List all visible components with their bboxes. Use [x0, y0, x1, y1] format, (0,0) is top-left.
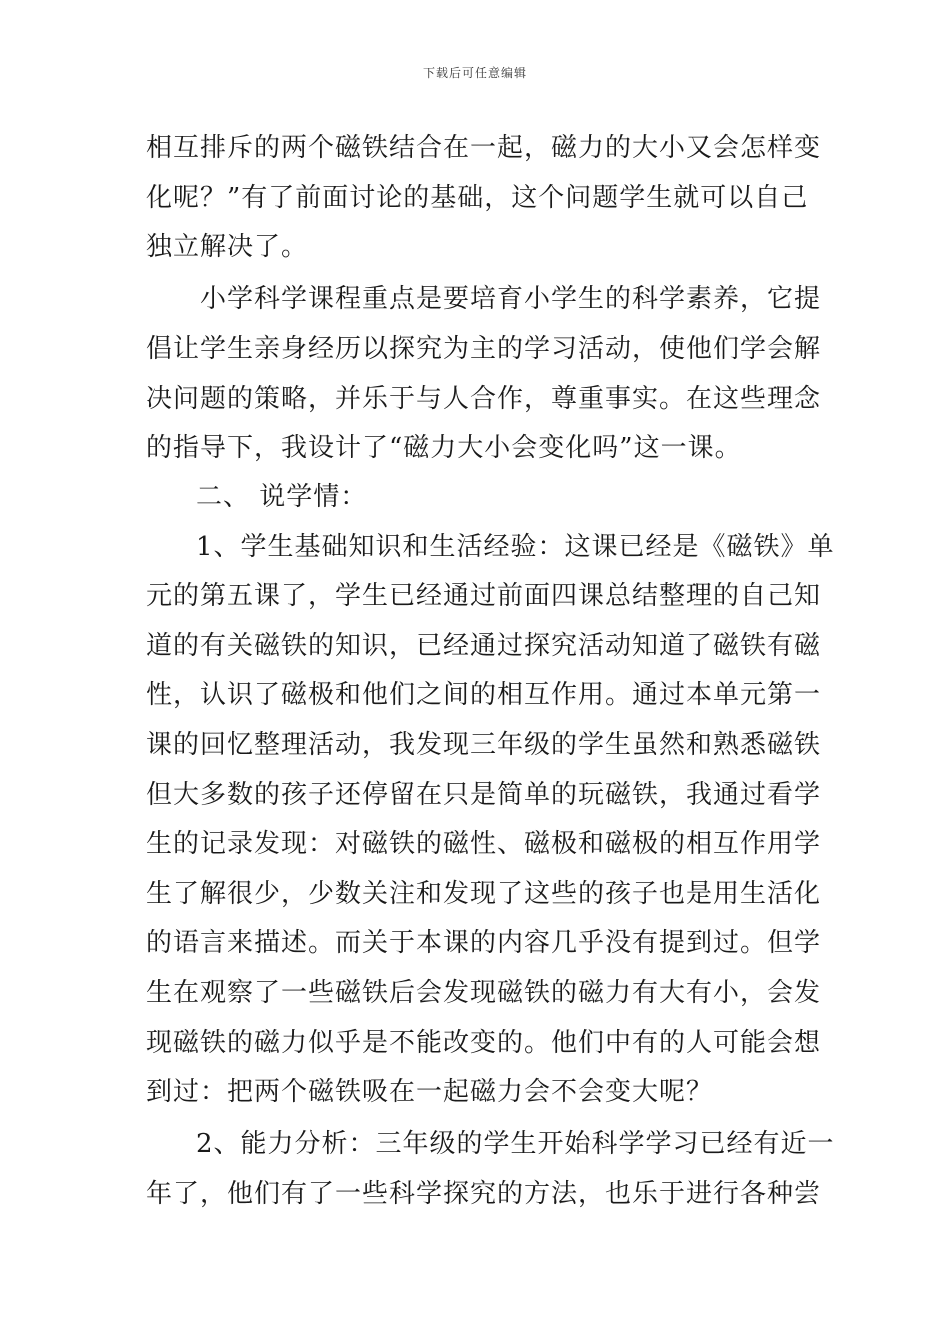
page-header: 下载后可任意编辑 [422, 66, 527, 80]
text-line: 化呢？”有了前面讨论的基础，这个问题学生就可以自己 [146, 183, 809, 213]
text-line: 年了，他们有了一些科学探究的方法，也乐于进行各种尝 [146, 1179, 822, 1209]
paragraph-start-line: 1、学生基础知识和生活经验：这课已经是《磁铁》单 [196, 532, 835, 562]
text-line: 性，认识了磁极和他们之间的相互作用。通过本单元第一 [146, 680, 822, 710]
text-line: 生在观察了一些磁铁后会发现磁铁的磁力有大有小，会发 [146, 978, 822, 1008]
text-line: 到过：把两个磁铁吸在一起磁力会不会变大呢？ [146, 1077, 714, 1107]
text-line: 倡让学生亲身经历以探究为主的学习活动，使他们学会解 [146, 334, 822, 364]
text-line: 生的记录发现：对磁铁的磁性、磁极和磁极的相互作用学 [146, 829, 822, 859]
text-line: 决问题的策略，并乐于与人合作，尊重事实。在这些理念 [146, 384, 822, 414]
text-line: 道的有关磁铁的知识，已经通过探究活动知道了磁铁有磁 [146, 631, 822, 661]
text-line: 生了解很少，少数关注和发现了这些的孩子也是用生活化 [146, 879, 822, 909]
paragraph-start-line: 2、能力分析：三年级的学生开始科学学习已经有近一 [196, 1129, 835, 1159]
text-line: 相互排斥的两个磁铁结合在一起，磁力的大小又会怎样变 [146, 133, 822, 163]
section-heading: 二、 说学情： [196, 482, 368, 512]
text-line: 现磁铁的磁力似乎是不能改变的。他们中有的人可能会想 [146, 1028, 822, 1058]
text-line: 元的第五课了，学生已经通过前面四课总结整理的自己知 [146, 581, 822, 611]
text-line: 但大多数的孩子还停留在只是简单的玩磁铁，我通过看学 [146, 780, 822, 810]
paragraph-start-line: 小学科学课程重点是要培育小学生的科学素养，它提 [200, 284, 822, 314]
text-line: 的语言来描述。而关于本课的内容几乎没有提到过。但学 [146, 928, 822, 958]
text-line: 课的回忆整理活动，我发现三年级的学生虽然和熟悉磁铁 [146, 730, 822, 760]
text-line: 的指导下，我设计了“磁力大小会变化吗”这一课。 [146, 433, 742, 463]
text-line: 独立解决了。 [146, 232, 309, 262]
